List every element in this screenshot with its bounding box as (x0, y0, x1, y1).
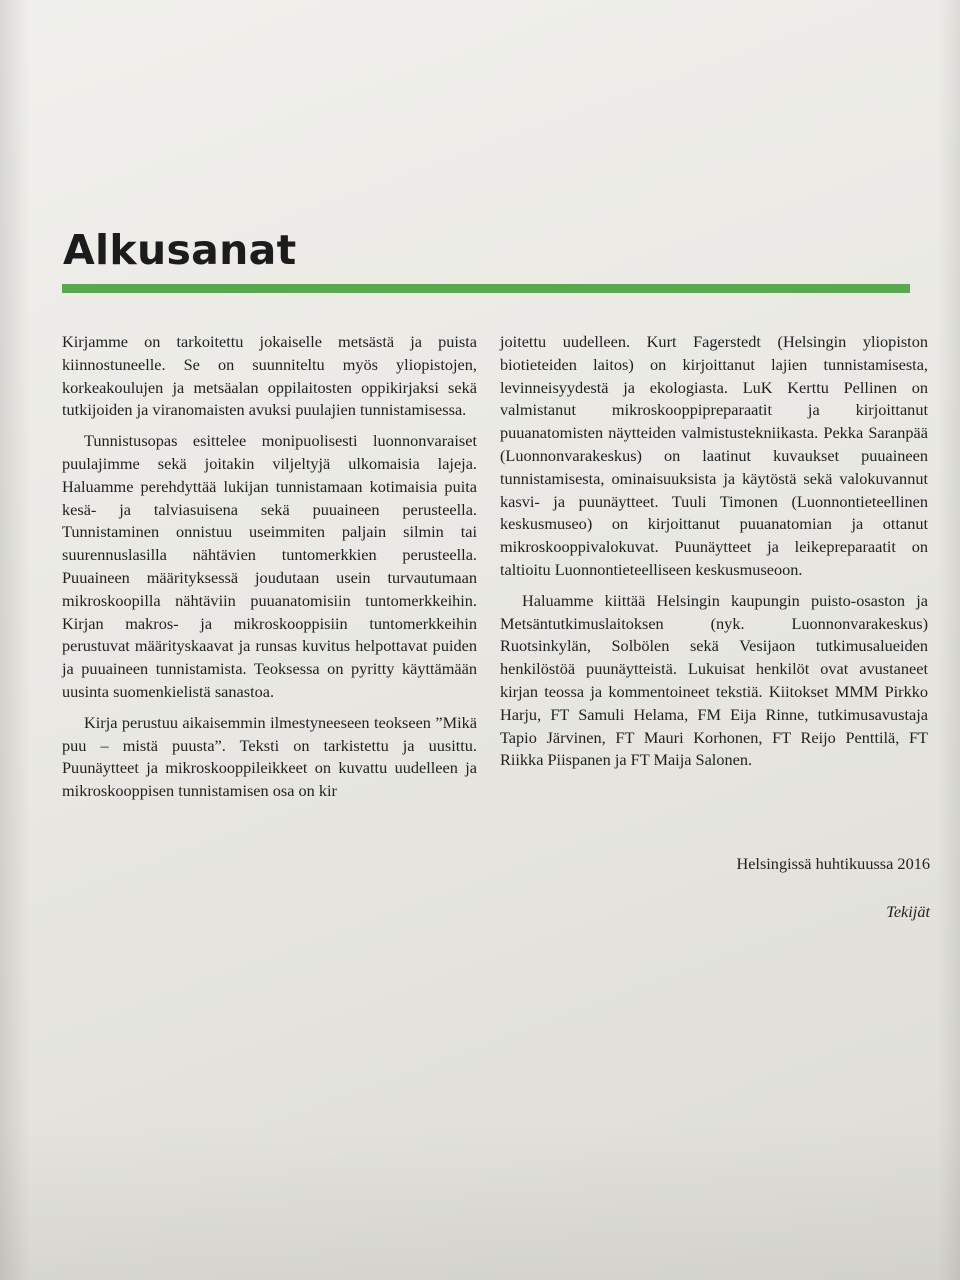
page-edge-shadow-right (938, 0, 960, 1280)
chapter-title: Alkusanat (63, 226, 297, 274)
page-edge-shadow-left (0, 0, 30, 1280)
paragraph-acknowledgements: Haluamme kiittää Helsingin kaupungin puisto-osaston ja Metsäntutkimuslaitoksen (nyk. Luonnonvarakeskus) Ruotsinkylän, Solbölen sekä Vesijaon tutkimusalueiden henkilöstöä puunäytteistä. Lukuisat henkilöt ovat avustaneet kirjan teossa ja kommentoineet tekstiä. Kiitokset MMM Pirkko Harju, FT Samuli Helama, FM Eija Rinne, tutkimusavustaja Tapio Järvinen, FT Mauri Korhonen, FT Reijo Penttilä, FT Riikka Piispanen ja FT Maija Salonen. (500, 590, 928, 770)
closing-place-date: Helsingissä huhtikuussa 2016 (736, 854, 930, 873)
left-text-column (62, 331, 477, 811)
paragraph-authors: joitettu uudelleen. Kurt Fagerstedt (Helsingin yliopiston biotieteiden laitos) on kirjoittanut lajien tunnistamisesta, levinneisyydestä ja ekologiasta. LuK Kerttu Pellinen on valmistanut mikroskooppipreparaatit ja kirjoittanut puuanatomisten näytteiden valmistustekniikasta. Pekka Saranpää (Luonnonvarakeskus) on laatinut kuvaukset puuaineen tunnistamisesta, ominaisuuksista ja käytöstä sekä valokuvannut kasvi- ja puunäytteet. Tuuli Timonen (Luonnontieteellinen keskusmuseo) on kirjoittanut puuanatomian ja ottanut mikroskooppivalokuvat. Puunäytteet ja leikepreparaatit on taltioitu Luonnontieteelliseen keskusmuseoon. (500, 332, 928, 579)
title-underline-rule (62, 284, 910, 293)
closing-signature: Tekijät (886, 902, 930, 921)
paragraph-intro: Kirjamme on tarkoitettu jokaiselle metsästä ja puista kiinnostuneelle. Se on suunniteltu myös yliopistojen, korkeakoulujen ja metsäalan oppilaitosten oppikirjaksi sekä tutkijoiden ja viranomaisten avuksi puulajien tunnistamisessa. (62, 332, 477, 420)
page-shadow-bottom (0, 1120, 960, 1280)
paragraph-book-origin: Kirja perustuu aikaisemmin ilmestyneeseen teokseen ”Mikä puu – mistä puusta”. Teksti on tarkistettu ja uusittu. Puunäytteet ja mikroskooppileikkeet on kuvattu uudelleen ja mikroskooppisen tunnistamisen osa on kir (62, 712, 477, 801)
paragraph-guide-description: Tunnistusopas esittelee monipuolisesti luonnonvaraiset puulajimme sekä joitakin viljeltyjä ulkomaisia lajeja. Haluamme perehdyttää lukijan tunnistamaan kotimaisia puita kesä- ja talviasuisena sekä puuaineen perusteella. Tunnistaminen onnistuu useimmiten paljain silmin tai suurennuslasilla nähtävien tuntomerkkien perusteella. Puuaineen määrityksessä joudutaan usein turvautumaan mikroskoopilla nähtäviin puuanatomisiin tuntomerkkeihin. Kirjan makros- ja mikroskooppisiin tuntomerkkeihin perustuvat määrityskaavat ja runsas kuvitus helpottavat puiden ja puuaineen tunnistamista. Teoksessa on pyritty käyttämään uusinta suomenkielistä sanastoa. (62, 431, 477, 701)
right-text-column (500, 331, 928, 780)
